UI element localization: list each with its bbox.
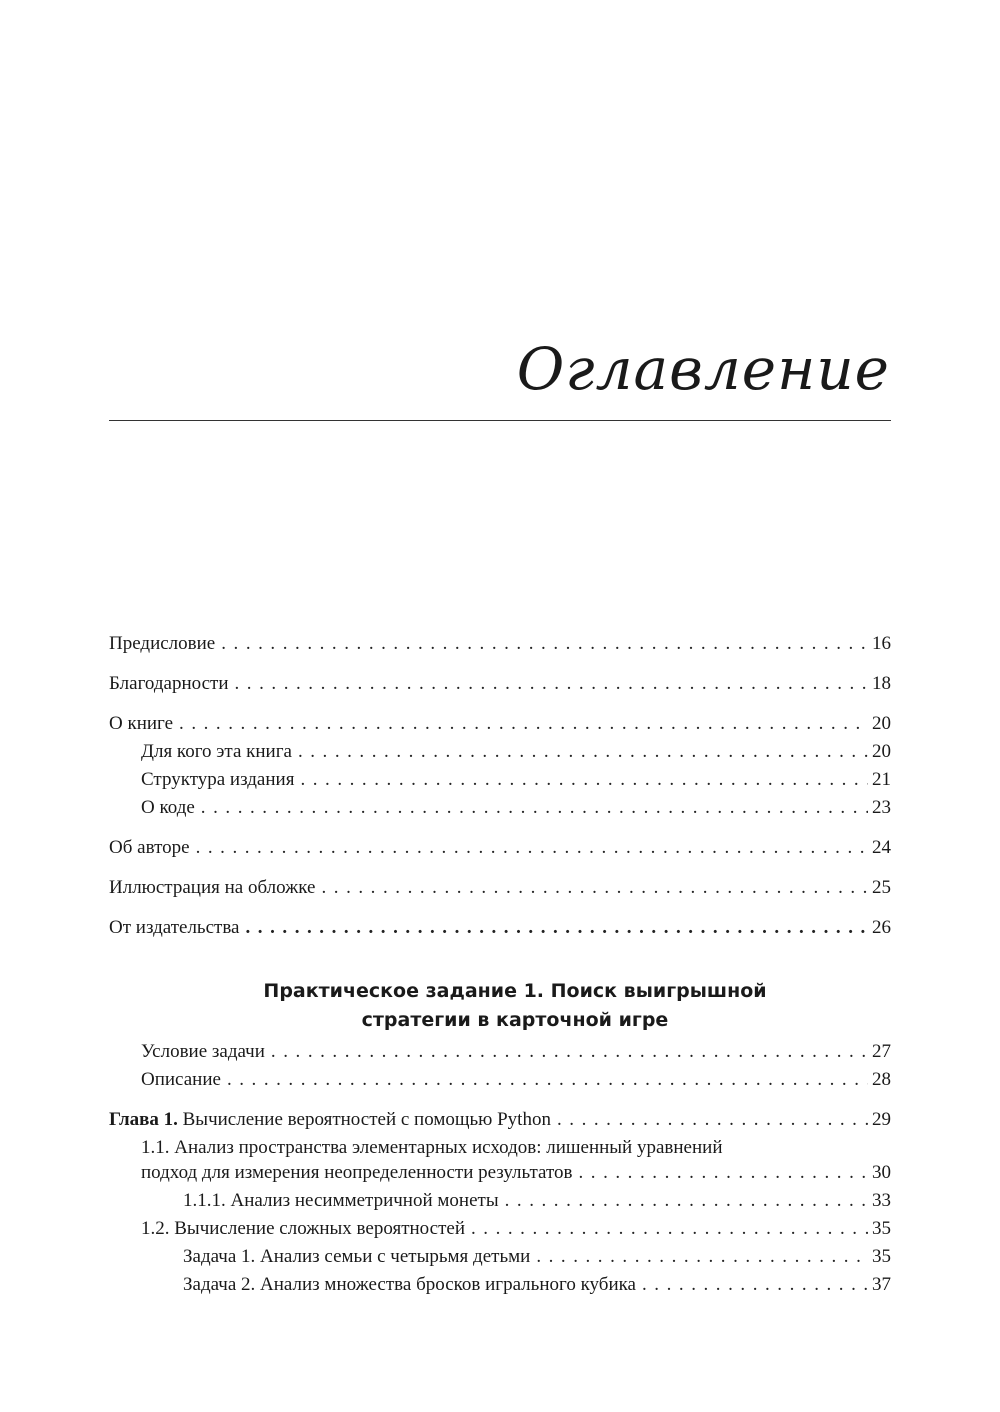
toc-entry-label: Благодарности [109,673,229,694]
toc-entry-page: 26 [872,917,891,938]
leader-dots [471,1215,868,1243]
toc-entry-problem-statement[interactable] [141,1038,891,1066]
toc-entry-task-1[interactable] [183,1243,891,1271]
toc-entry-page: 33 [872,1190,891,1211]
leader-dots [201,794,868,822]
toc-entry-label: Задача 1. Анализ семьи с четырьмя детьми [183,1246,531,1267]
leader-dots [179,710,868,738]
toc-entry-structure[interactable] [141,766,891,794]
toc-entry-task-2[interactable] [183,1271,891,1299]
leader-dots [578,1159,868,1187]
toc-entry-label: подход для измерения неопределенности результатов [141,1162,573,1183]
toc-entry-acknowledgements[interactable] [109,670,891,698]
toc-entry-page: 24 [872,837,891,858]
leader-dots [196,834,868,862]
toc-entry-chapter-1[interactable] [109,1106,891,1134]
leader-dots [321,874,868,902]
toc-entry-label: От издательства [109,917,240,938]
practical-task-heading-line1: Практическое задание 1. Поиск выигрышной [263,980,767,1002]
toc-entry-label: Предисловие [109,633,216,654]
toc-entry-label: Задача 2. Анализ множества бросков игрального кубика [183,1274,636,1295]
toc-entry-label: О книге [109,713,174,734]
toc-entry-cover-illustration[interactable] [109,874,891,902]
leader-dots [271,1038,868,1066]
toc-entry-1-1-line1[interactable]: 1.1. Анализ пространства элементарных исходов: лишенный уравнений [141,1137,723,1158]
title-divider [109,420,891,421]
leader-dots [536,1243,868,1271]
chapter-prefix: Глава 1. [109,1109,178,1130]
toc-entry-page: 18 [872,673,891,694]
practical-task-heading-line2: стратегии в карточной игре [361,1009,669,1031]
toc-entry-1-2[interactable] [141,1215,891,1243]
toc-entry-label: О коде [141,797,195,818]
leader-dots [642,1271,868,1299]
toc-entry-label: Структура издания [141,769,295,790]
page-title: Оглавление [516,335,890,403]
toc-entry-label: Условие задачи [141,1041,265,1062]
toc-entry-label: Иллюстрация на обложке [109,877,316,898]
practical-task-heading[interactable] [109,977,891,1035]
toc-entry-label: Об авторе [109,837,190,858]
toc-entry-page: 30 [872,1162,891,1183]
toc-entry-preface[interactable] [109,630,891,658]
toc-entry-page: 20 [872,741,891,762]
toc-entry-label: Для кого эта книга [141,741,292,762]
toc-entry-page: 20 [872,713,891,734]
toc-entry-page: 27 [872,1041,891,1062]
toc-entry-label: Вычисление вероятностей с помощью Python [182,1109,551,1130]
toc-entry-code[interactable] [141,794,891,822]
toc-entry-label: Описание [141,1069,221,1090]
toc-entry-label: 1.2. Вычисление сложных вероятностей [141,1218,465,1239]
toc-entry-1-1-1[interactable] [183,1187,891,1215]
toc-entry-description[interactable] [141,1066,891,1094]
toc-entry-page: 35 [872,1218,891,1239]
toc-entry-audience[interactable] [141,738,891,766]
toc-entry-about-author[interactable] [109,834,891,862]
leader-dots [505,1187,868,1215]
toc-entry-page: 16 [872,633,891,654]
toc-entry-page: 29 [872,1109,891,1130]
leader-dots [227,1066,868,1094]
toc-entry-page: 28 [872,1069,891,1090]
leader-dots [557,1106,868,1134]
toc-entry-page: 35 [872,1246,891,1267]
toc-entry-page: 21 [872,769,891,790]
toc-entry-label: 1.1.1. Анализ несимметричной монеты [183,1190,499,1211]
toc-entry-about-book[interactable] [109,710,891,738]
toc-entry-page: 25 [872,877,891,898]
toc-entry-page: 37 [872,1274,891,1295]
leader-dots [300,766,868,794]
leader-dots [246,914,869,942]
toc-entry-publisher[interactable] [109,914,891,942]
toc-entry-page: 23 [872,797,891,818]
leader-dots [235,670,869,698]
leader-dots [298,738,868,766]
toc-entry-1-1[interactable] [141,1159,891,1187]
leader-dots [221,630,868,658]
